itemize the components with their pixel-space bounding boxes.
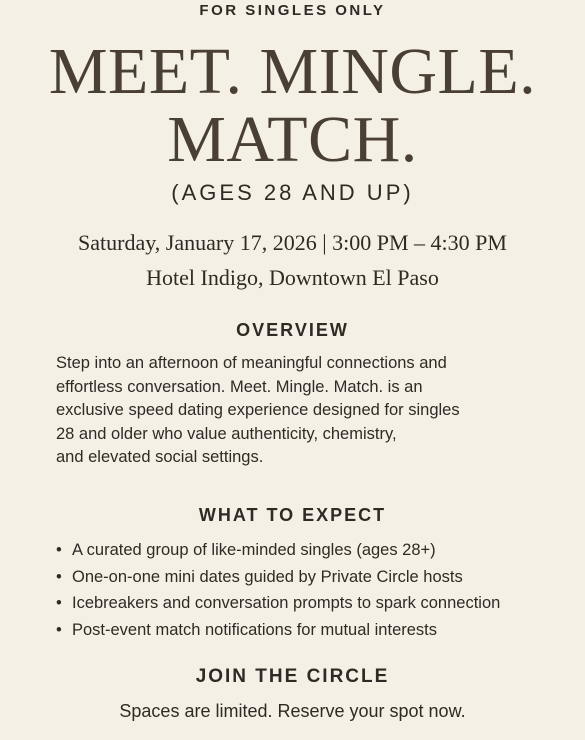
list-item: [56, 564, 576, 591]
call-to-action: Spaces are limited. Reserve your spot now.: [119, 701, 466, 721]
expect-heading: WHAT TO EXPECT: [198, 505, 387, 525]
age-requirement: (AGES 28 AND UP): [171, 180, 414, 205]
eyebrow-text: FOR SINGLES ONLY: [199, 2, 386, 19]
bullet-icon: •: [56, 567, 62, 586]
overview-line: Step into an afternoon of meaningful connections and: [56, 354, 447, 372]
bullet-icon: •: [56, 541, 62, 559]
event-venue: Hotel Indigo, Downtown El Paso: [146, 265, 439, 290]
list-item-text: Post-event match notifications for mutual interests: [72, 620, 437, 639]
list-item-text: One-on-one mini dates guided by Private Circle hosts: [72, 567, 463, 586]
overview-heading: OVERVIEW: [236, 320, 349, 340]
overview-line: exclusive speed dating experience designed for singles: [56, 401, 460, 419]
overview-line: and elevated social settings.: [56, 448, 264, 466]
join-heading: JOIN THE CIRCLE: [195, 666, 390, 687]
list-item: [56, 537, 576, 564]
headline-line-1: MEET. MINGLE.: [48, 35, 537, 108]
overview-line: 28 and older who value authenticity, chemistry,: [56, 424, 397, 443]
list-item: [56, 590, 576, 617]
list-item-text: A curated group of like-minded singles (ages 28+): [72, 541, 436, 559]
event-datetime: Saturday, January 17, 2026 | 3:00 PM – 4:30 PM: [78, 230, 507, 255]
list-item-text: Icebreakers and conversation prompts to spark connection: [72, 594, 501, 612]
headline: [0, 35, 585, 176]
list-item: [56, 617, 576, 644]
expect-list: [56, 537, 576, 643]
bullet-icon: •: [56, 620, 62, 639]
headline-line-2: MATCH.: [167, 103, 418, 176]
overview-line: effortless conversation. Meet. Mingle. Match. is an: [56, 377, 423, 396]
overview-paragraph: [56, 352, 556, 470]
bullet-icon: •: [56, 594, 62, 612]
